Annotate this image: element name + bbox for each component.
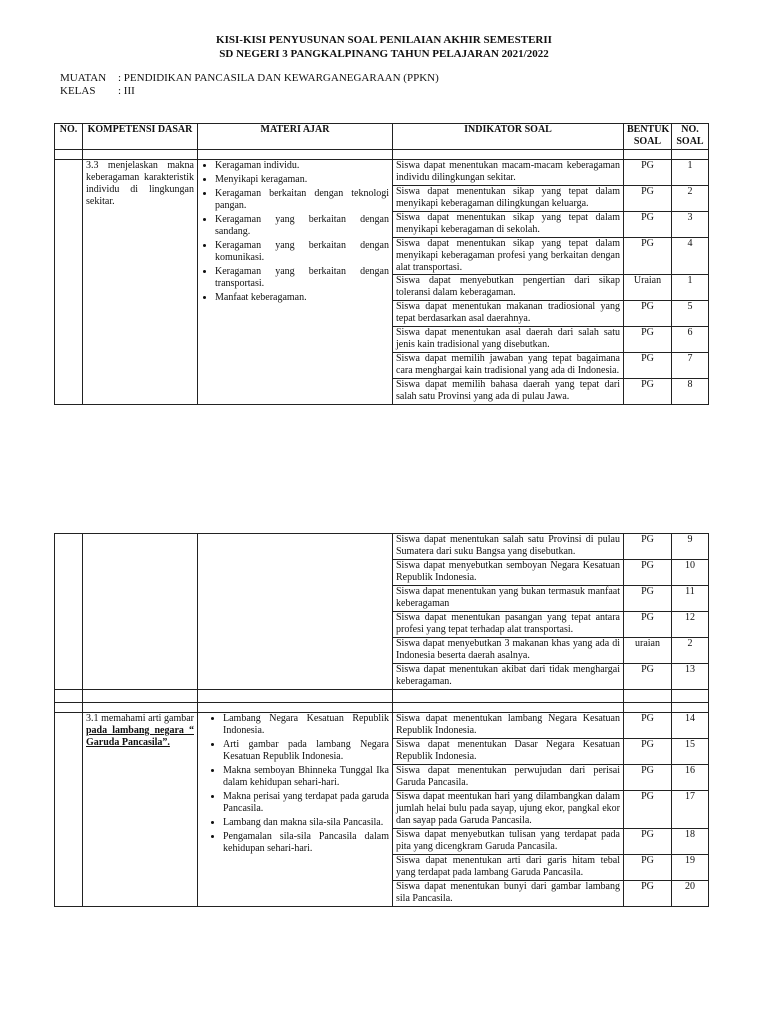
bentuk-soal-cell: PG [624,855,672,881]
col-header-materi: MATERI AJAR [198,124,393,150]
meta-kelas [60,85,135,97]
indikator-cell: Siswa dapat menentukan lambang Negara Kesatuan Republik Indonesia. [393,713,624,739]
no-soal-cell: 20 [672,881,709,907]
materi-item: • Lambang dan makna sila-sila Pancasila. [223,817,389,829]
bentuk-soal-cell: PG [624,212,672,238]
col-header-indikator: INDIKATOR SOAL [393,124,624,150]
materi-item: • Makna perisai yang terdapat pada garuda Pancasila. [223,791,389,815]
indikator-cell: Siswa dapat menentukan pasangan yang tepat antara profesi yang tepat terhadap alat transportasi. [393,612,624,638]
kd-text-part2: pada lambang negara “ Garuda Pancasila”. [86,725,194,748]
no-soal-cell: 16 [672,765,709,791]
muatan-label: MUATAN [60,72,107,84]
no-soal-cell: 15 [672,739,709,765]
indikator-cell: Siswa dapat menentukan sikap yang tepat dalam menyikapi keberagaman di sekolah. [393,212,624,238]
bentuk-soal-cell: uraian [624,638,672,664]
materi-ajar-cell [198,160,393,405]
spacer-row [55,150,709,160]
no-soal-cell: 7 [672,353,709,379]
indikator-cell: Siswa dapat menentukan yang bukan termasuk manfaat keberagaman [393,586,624,612]
kd-text-part1: 3.1 memahami arti gambar [86,713,194,724]
kisi-table-2 [54,533,709,907]
indikator-cell: Siswa dapat menyebutkan semboyan Negara Kesatuan Republik Indonesia. [393,560,624,586]
no-soal-cell: 8 [672,379,709,405]
bentuk-soal-cell: PG [624,713,672,739]
no-soal-cell: 18 [672,829,709,855]
indikator-cell: Siswa dapat menentukan bunyi dari gambar lambang sila Pancasila. [393,881,624,907]
doc-title-line1: KISI-KISI PENYUSUNAN SOAL PENILAIAN AKHIR SEMESTERII [216,34,552,46]
no-soal-cell: 17 [672,791,709,829]
table-header-row [55,124,709,150]
indikator-cell: Siswa dapat menentukan asal daerah dari salah satu jenis kain tradisional yang disebutkan. [393,327,624,353]
indikator-cell: Siswa dapat menentukan arti dari garis hitam tebal yang terdapat pada lambang Garuda Pancasila. [393,855,624,881]
spacer-row [55,690,709,703]
no-soal-cell: 1 [672,160,709,186]
kisi-table-1 [54,123,709,405]
no-soal-cell: 5 [672,301,709,327]
doc-title-line2: SD NEGERI 3 PANGKALPINANG TAHUN PELAJARAN 2021/2022 [219,48,549,60]
no-soal-cell: 2 [672,186,709,212]
row-no-cell [55,713,83,907]
materi-item: • Keragaman yang berkaitan dengan komunikasi. [215,240,389,264]
no-soal-cell: 13 [672,664,709,690]
kompetensi-dasar-cell: 3.3 menjelaskan makna keberagaman karakteristik individu di lingkungan sekitar. [83,160,198,405]
bentuk-soal-cell: PG [624,379,672,405]
indikator-cell: Siswa dapat menentukan sikap yang tepat dalam menyikapi keberagaman profesi yang berkaitan dengan alat transportasi. [393,238,624,275]
materi-item: • Manfaat keberagaman. [215,292,389,304]
bentuk-soal-cell: PG [624,791,672,829]
bentuk-soal-cell: PG [624,238,672,275]
bentuk-soal-cell: PG [624,881,672,907]
indikator-cell: Siswa dapat menentukan akibat dari tidak menghargai keberagaman. [393,664,624,690]
muatan-value: : PENDIDIKAN PANCASILA DAN KEWARGANEGARAAN (PPKN) [118,72,439,84]
indikator-cell: Siswa dapat menentukan makanan tradiosional yang tepat berdasarkan asal daerahnya. [393,301,624,327]
row-no-cell [55,160,83,405]
no-soal-cell: 14 [672,713,709,739]
indikator-cell: Siswa dapat menyebutkan 3 makanan khas yang ada di Indonesia beserta daerah asalnya. [393,638,624,664]
bentuk-soal-cell: PG [624,534,672,560]
materi-item: • Keragaman individu. [215,160,389,172]
indikator-cell: Siswa dapat menyebutkan tulisan yang terdapat pada pita yang dicengkram Garuda Pancasila. [393,829,624,855]
bentuk-soal-cell: PG [624,612,672,638]
indikator-cell: Siswa dapat menyebutkan pengertian dari sikap toleransi dalam keberagaman. [393,275,624,301]
table-row [55,713,709,739]
row-no-cell [55,534,83,690]
materi-item: • Keragaman yang berkaitan dengan transportasi. [215,266,389,290]
col-header-nosoal: NO. SOAL [672,124,709,150]
indikator-cell: Siswa dapat memilih bahasa daerah yang tepat dari salah satu Provinsi yang ada di pulau Jawa. [393,379,624,405]
indikator-cell: Siswa dapat menentukan salah satu Provinsi di pulau Sumatera dari suku Bangsa yang disebutkan. [393,534,624,560]
bentuk-soal-cell: PG [624,301,672,327]
materi-item: • Keragaman yang berkaitan dengan sandang. [215,214,389,238]
materi-item: • Menyikapi keragaman. [215,174,389,186]
no-soal-cell: 4 [672,238,709,275]
bentuk-soal-cell: PG [624,586,672,612]
materi-item: • Keragaman berkaitan dengan teknologi pangan. [215,188,389,212]
no-soal-cell: 9 [672,534,709,560]
no-soal-cell: 1 [672,275,709,301]
no-soal-cell: 10 [672,560,709,586]
materi-item: • Makna semboyan Bhinneka Tunggal Ika dalam kehidupan sehari-hari. [223,765,389,789]
kompetensi-dasar-cell [83,534,198,690]
bentuk-soal-cell: PG [624,353,672,379]
indikator-cell: Siswa dapat menentukan macam-macam keberagaman individu dilingkungan sekitar. [393,160,624,186]
meta-muatan [60,72,439,84]
no-soal-cell: 11 [672,586,709,612]
no-soal-cell: 3 [672,212,709,238]
table-row [55,534,709,560]
bentuk-soal-cell: PG [624,560,672,586]
bentuk-soal-cell: PG [624,160,672,186]
bentuk-soal-cell: PG [624,765,672,791]
materi-ajar-cell [198,713,393,907]
materi-item: • Lambang Negara Kesatuan Republik Indonesia. [223,713,389,737]
kompetensi-dasar-cell [83,713,198,907]
bentuk-soal-cell: PG [624,664,672,690]
spacer-row [55,703,709,713]
col-header-bentuk: BENTUK SOAL [624,124,672,150]
indikator-cell: Siswa dapat menentukan sikap yang tepat dalam menyikapi keberagaman dilingkungan keluarga. [393,186,624,212]
materi-ajar-cell [198,534,393,690]
kelas-value: : III [118,85,135,97]
bentuk-soal-cell: PG [624,327,672,353]
no-soal-cell: 2 [672,638,709,664]
no-soal-cell: 6 [672,327,709,353]
materi-list [201,713,389,855]
col-header-no: NO. [55,124,83,150]
no-soal-cell: 19 [672,855,709,881]
table-row [55,160,709,186]
indikator-cell: Siswa dapat menentukan perwujudan dari perisai Garuda Pancasila. [393,765,624,791]
indikator-cell: Siswa dapat meentukan hari yang dilambangkan dalam jumlah helai bulu pada sayap, ujung ekor, pangkal ekor dan sayap pada Garuda Pancasila. [393,791,624,829]
bentuk-soal-cell: PG [624,739,672,765]
materi-item: • Arti gambar pada lambang Negara Kesatuan Republik Indonesia. [223,739,389,763]
bentuk-soal-cell: PG [624,829,672,855]
no-soal-cell: 12 [672,612,709,638]
indikator-cell: Siswa dapat memilih jawaban yang tepat bagaimana cara menghargai kain tradisional yang ada di Indonesia. [393,353,624,379]
bentuk-soal-cell: PG [624,186,672,212]
kelas-label: KELAS [60,85,96,97]
materi-list [201,160,389,304]
col-header-kd: KOMPETENSI DASAR [83,124,198,150]
bentuk-soal-cell: Uraian [624,275,672,301]
indikator-cell: Siswa dapat menentukan Dasar Negara Kesatuan Republik Indonesia. [393,739,624,765]
materi-item: • Pengamalan sila-sila Pancasila dalam kehidupan sehari-hari. [223,831,389,855]
